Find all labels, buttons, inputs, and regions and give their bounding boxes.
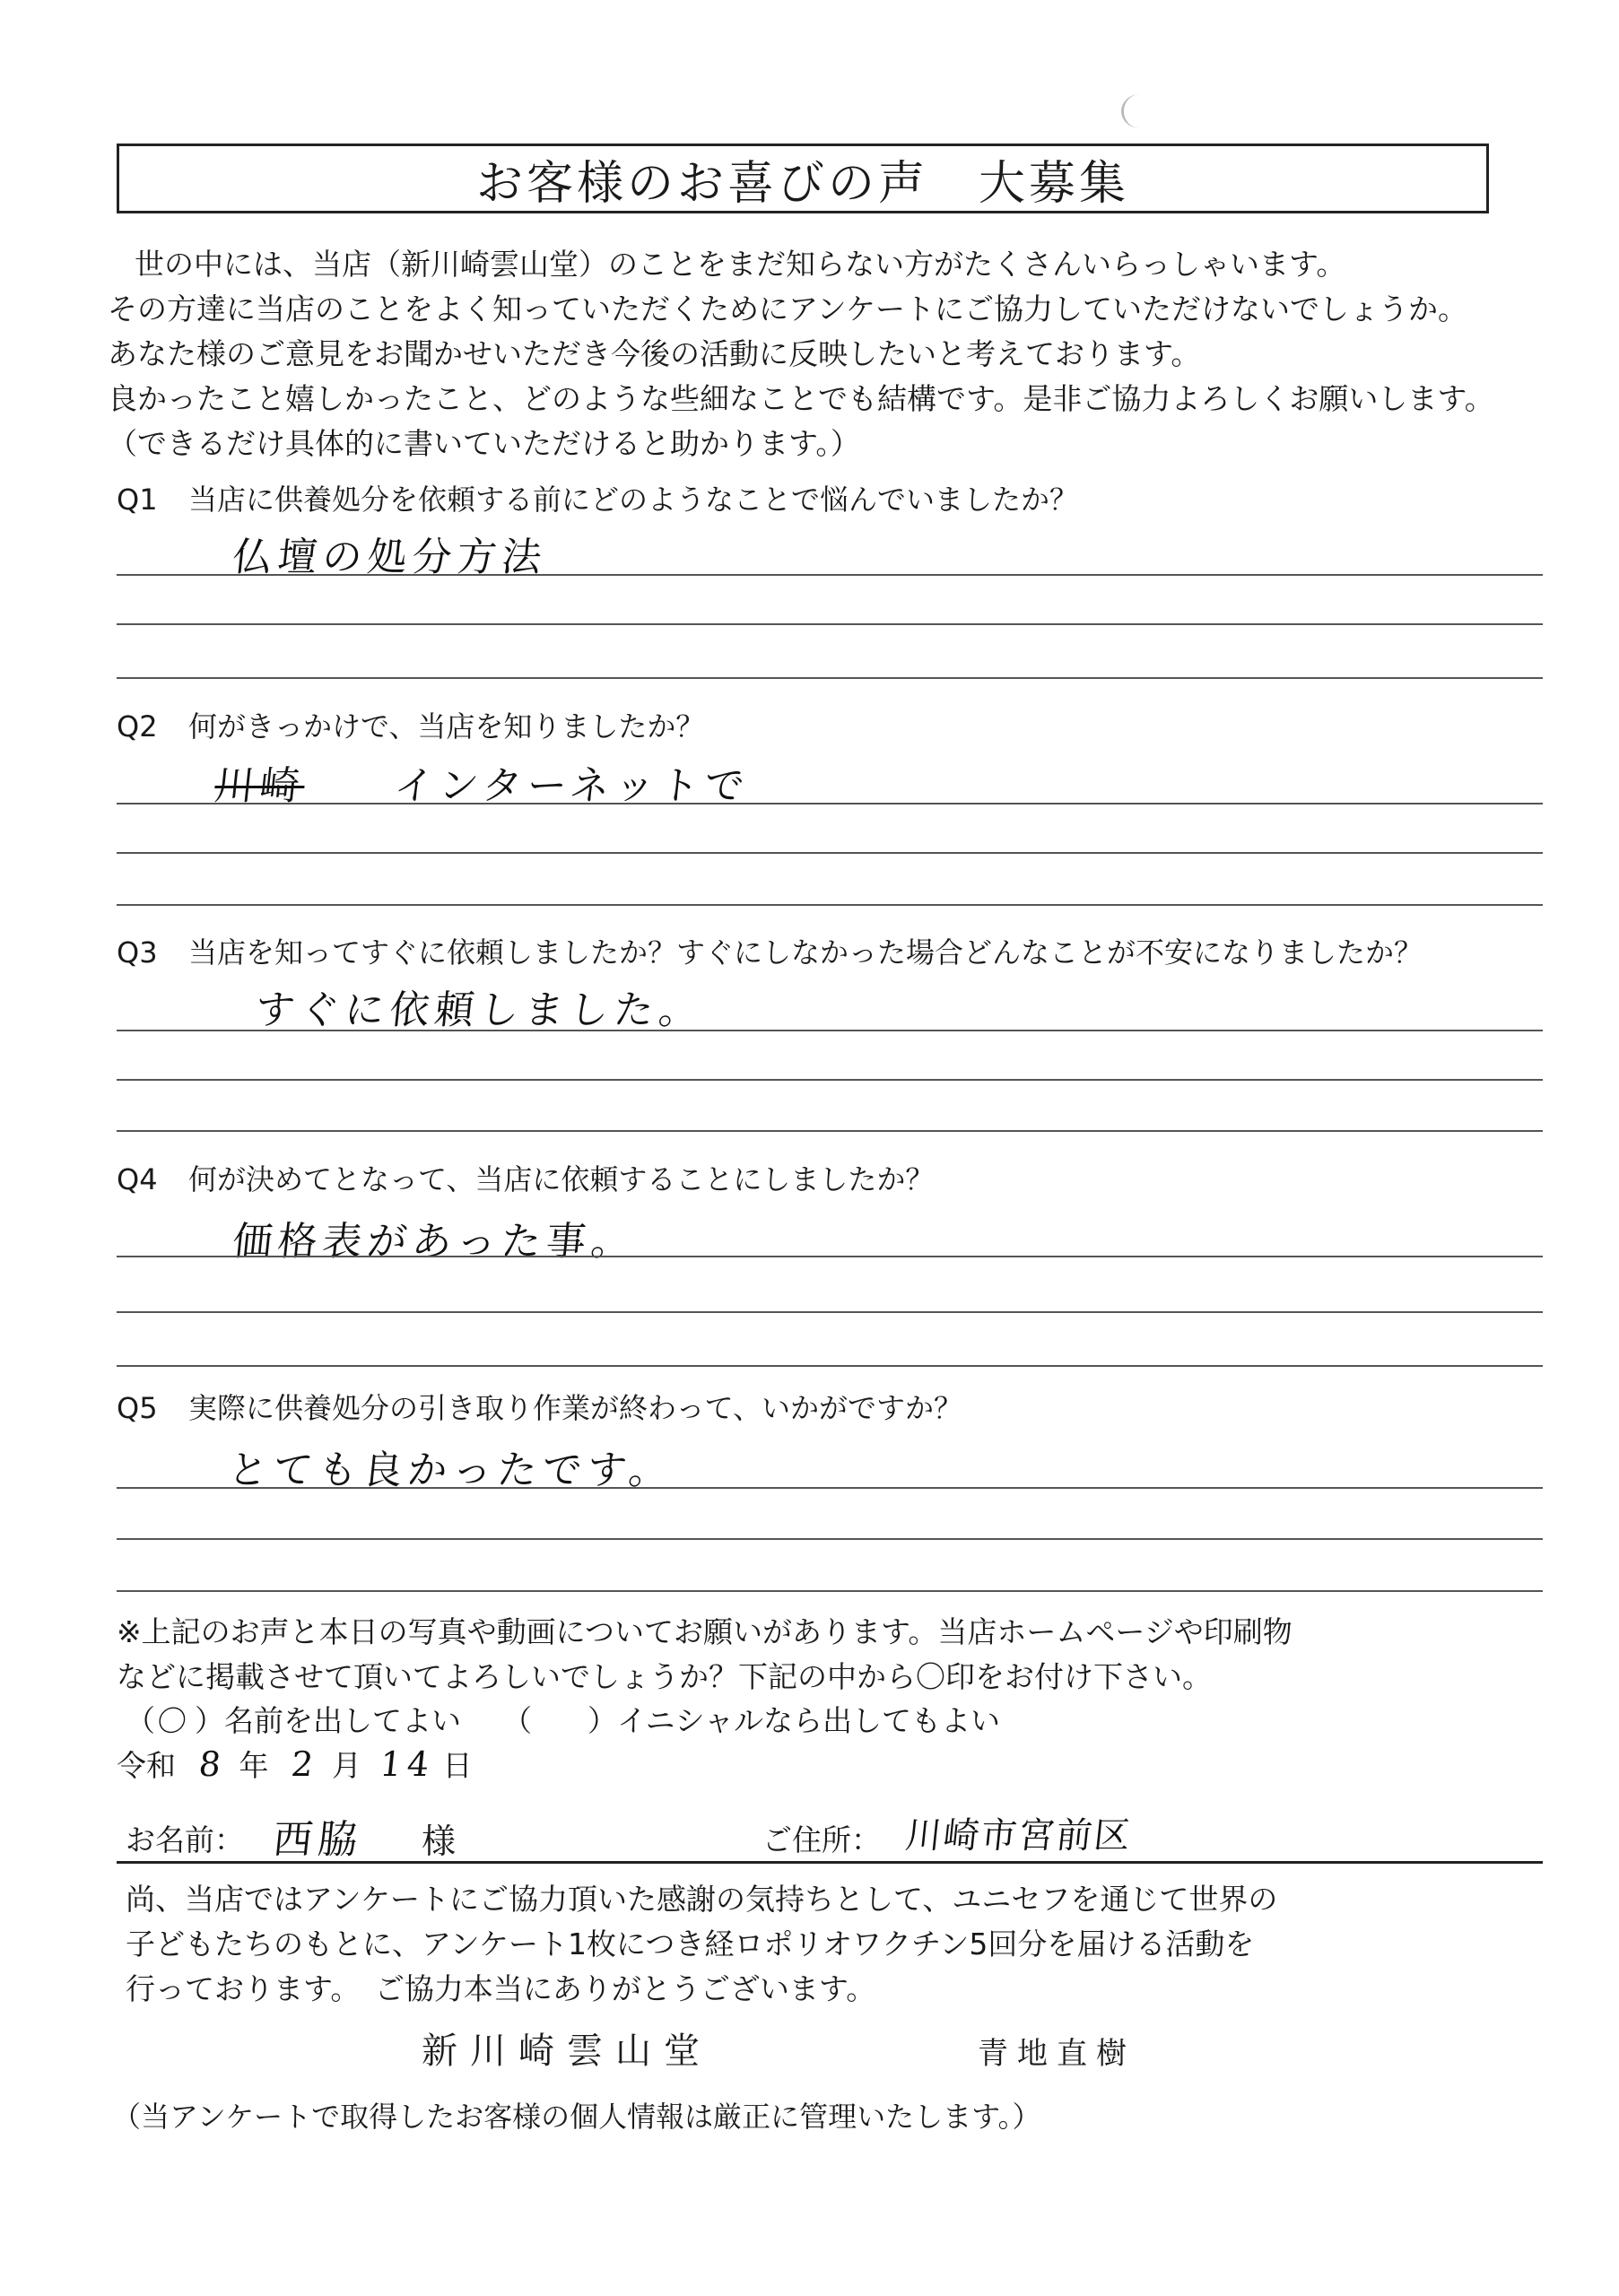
question-number: Q1	[117, 483, 158, 517]
intro-line: 良かったこと嬉しかったこと、どのような些細なことでも結構です。是非ご協力よろしくお願いします。	[108, 381, 1494, 416]
date-year-unit: 年	[239, 1748, 269, 1783]
answer-1: 仏壇の処分方法	[230, 535, 550, 580]
divider	[117, 1861, 1543, 1864]
struck-out-answer: 川崎	[212, 763, 308, 809]
shop-name: 新川崎雲山堂	[422, 2031, 712, 2072]
answer-rule	[117, 852, 1543, 854]
answer-rule	[117, 904, 1543, 906]
address-label: ご住所：	[762, 1822, 881, 1857]
option-name-ok[interactable]: （〇）名前を出してよい	[126, 1698, 461, 1740]
answer-rule	[117, 1079, 1543, 1081]
date-day: 14	[378, 1744, 436, 1784]
question-text: 当店を知ってすぐに依頼しましたか？すぐにしなかった場合どんなことが不安になりましたか？	[188, 935, 1423, 970]
answer-rule	[117, 623, 1543, 625]
statement-line: 行っております。 ご協力本当にありがとうございます。	[126, 1971, 876, 2006]
question-text: 実際に供養処分の引き取り作業が終わって、いかがですか？	[188, 1391, 963, 1425]
question-4	[117, 1157, 934, 1198]
answer-rule	[117, 1365, 1543, 1367]
answer-rule	[117, 1538, 1543, 1540]
option-label: イニシャルなら出してもよい	[617, 1703, 1001, 1738]
answer-rule	[117, 1256, 1543, 1257]
statement-line: 尚、当店ではアンケートにご協力頂いた感謝の気持ちとして、ユニセフを通じて世界の	[126, 1882, 1278, 1917]
option-label: 名前を出してよい	[224, 1703, 461, 1738]
answer-rule	[117, 1030, 1543, 1031]
answer-rule	[117, 1311, 1543, 1313]
answer-rule	[117, 1487, 1543, 1489]
survey-title: お客様のお喜びの声 大募集	[117, 144, 1489, 213]
date-month-unit: 月	[332, 1748, 361, 1783]
customer-address: 川崎市宮前区	[903, 1815, 1135, 1857]
question-number: Q5	[117, 1391, 158, 1425]
question-text: 当店に供養処分を依頼する前にどのようなことで悩んでいましたか？	[188, 483, 1079, 517]
answer-rule	[117, 1130, 1543, 1132]
date-month: 2	[289, 1744, 321, 1784]
answer-rule	[117, 574, 1543, 576]
permission-line: ※上記のお声と本日の写真や動画についてお願いがあります。当店ホームページや印刷物	[117, 1614, 1293, 1649]
option-initials-ok[interactable]: （ ）イニシャルなら出してもよい	[502, 1703, 1001, 1738]
answer-3: すぐに依頼しました。	[252, 987, 707, 1033]
question-number: Q4	[117, 1162, 158, 1196]
answer-rule	[117, 803, 1543, 804]
question-1	[117, 477, 1078, 518]
answer-rule	[117, 677, 1543, 679]
intro-line: あなた様のご意見をお聞かせいただき今後の活動に反映したいと考えております。	[108, 336, 1201, 371]
intro-line: （できるだけ具体的に書いていただけると助かります。）	[108, 426, 860, 461]
owner-name: 青地直樹	[978, 2036, 1136, 2072]
intro-paragraph	[108, 242, 1543, 466]
question-number: Q3	[117, 935, 158, 970]
intro-line: 世の中には、当店（新川崎雲山堂）のことをまだ知らない方がたくさんいらっしゃいます。	[135, 247, 1346, 282]
answer-rule	[117, 1590, 1543, 1592]
intro-line: その方達に当店のことをよく知っていただくためにアンケートにご協力していただけないでしょうか。	[108, 291, 1468, 326]
unicef-statement	[126, 1877, 1277, 2012]
honorific: 様	[422, 1822, 457, 1861]
date-year: 8	[196, 1744, 228, 1784]
answer-4: 価格表があった事。	[230, 1219, 639, 1265]
stray-pencil-mark	[1121, 94, 1158, 128]
question-5	[117, 1386, 962, 1427]
name-field	[126, 1817, 244, 1859]
permission-line: などに掲載させて頂いてよろしいでしょうか？下記の中から〇印をお付け下さい。	[117, 1659, 1212, 1694]
statement-line: 子どもたちのもとに、アンケート1枚につき経ロポリオワクチン5回分を届ける活動を	[126, 1926, 1255, 1961]
option-mark: 〇	[155, 1704, 194, 1738]
customer-name: 西脇	[270, 1817, 366, 1863]
question-text: 何がきっかけで、当店を知りましたか？	[188, 709, 705, 744]
permission-note	[117, 1610, 1293, 1700]
answer-text: インターネットで	[391, 763, 753, 809]
date-era: 令和	[117, 1748, 176, 1783]
date-day-unit: 日	[442, 1748, 473, 1783]
question-text: 何が決めてとなって、当店に依頼することにしましたか？	[188, 1162, 935, 1196]
question-number: Q2	[117, 709, 158, 744]
privacy-note: （当アンケートで取得したお客様の個人情報は厳正に管理いたします。）	[112, 2100, 1041, 2134]
question-3	[117, 930, 1423, 971]
date-line	[117, 1743, 473, 1785]
question-2	[117, 704, 704, 745]
name-label: お名前：	[126, 1822, 244, 1857]
answer-5: とても良かったです。	[225, 1448, 676, 1493]
